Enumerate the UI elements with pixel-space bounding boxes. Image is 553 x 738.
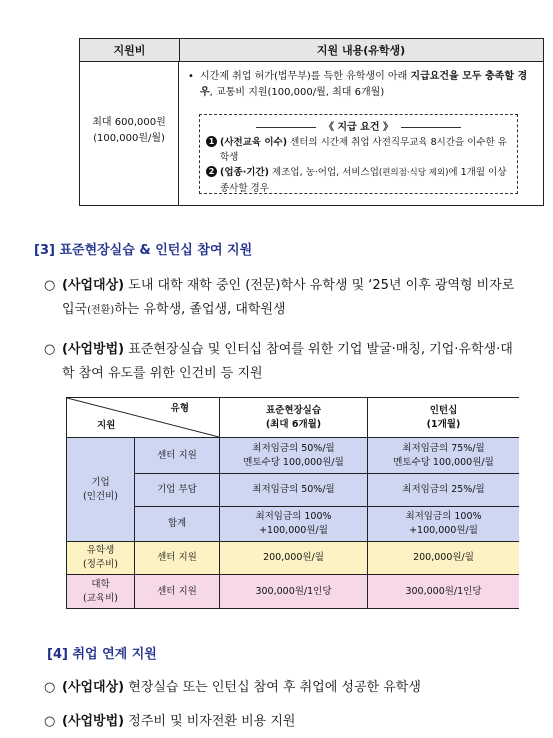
company-group-label <box>67 438 135 542</box>
university-field-practice: 300,000원/1인당 <box>220 575 368 608</box>
condition-2-number: 2 <box>206 166 217 177</box>
method-text: 정주비 및 비자전환 비용 지원 <box>124 714 296 729</box>
section-3-target <box>44 274 524 323</box>
bullet-text-1: 시간제 취업 허가(법무부)를 득한 유학생이 아래 <box>200 71 411 82</box>
diagonal-line <box>67 398 219 437</box>
practice-internship-table <box>66 397 519 609</box>
company-sub: (인건비) <box>83 490 118 502</box>
university-sub: (교육비) <box>83 592 118 604</box>
center-support-internship <box>368 438 519 474</box>
cell-line: 최저임금의 75%/월 <box>402 442 485 454</box>
bullet-bold: 지급요건을 모두 충족할 경우 <box>200 71 528 98</box>
internship-duration: (1개월) <box>426 418 461 430</box>
content-cell <box>180 62 543 205</box>
condition-2-text-2: 에 1개월 이상 종사할 경우 <box>220 167 507 194</box>
target-label: (사업대상) <box>62 278 125 293</box>
university-group-label <box>67 575 135 608</box>
university-center-support: 센터 지원 <box>135 575 220 608</box>
circle-bullet: ○ <box>44 278 56 293</box>
field-practice-label: 표준현장실습 <box>265 404 322 416</box>
internship-label: 인턴십 <box>429 404 458 416</box>
bullet-dot: • <box>188 71 194 82</box>
section-3-method <box>44 338 524 386</box>
company-label: 기업 <box>91 476 110 488</box>
header-field-practice <box>220 398 368 438</box>
total-field-practice <box>220 507 368 542</box>
total-internship <box>368 507 519 542</box>
student-label: 유학생 <box>86 545 115 556</box>
eligibility-bullet <box>188 69 538 101</box>
cell-line: 최저임금의 100% <box>255 511 332 522</box>
cell-line: +100,000원/월 <box>409 525 478 536</box>
condition-2-exclusion: (편의점·식당 제외) <box>378 168 449 178</box>
payment-conditions-box <box>199 114 518 194</box>
cell-line: 멘토수당 100,000원/월 <box>393 456 494 468</box>
condition-2 <box>206 165 511 196</box>
target-text: 도내 대학 재학 중인 (전문)학사 유학생 및 ‘25년 이후 광역형 비자로 입국 <box>62 278 515 317</box>
section-3-heading: [3] 표준현장실습 & 인턴십 참여 지원 <box>34 243 253 258</box>
method-text: 표준현장실습 및 인터십 참여를 위한 기업 발굴·매칭, 기업·유학생·대학 참여 유도를 위한 인건비 등 지원 <box>62 342 513 381</box>
condition-1-label: (사전교육 이수) <box>220 137 288 148</box>
university-internship: 300,000원/1인당 <box>368 575 519 608</box>
circle-bullet: ○ <box>44 342 56 357</box>
student-center-support: 센터 지원 <box>135 542 220 575</box>
cell-line: 멘토수당 100,000원/월 <box>243 456 344 468</box>
company-burden-internship: 최저임금의 25%/월 <box>368 474 519 507</box>
section-4-heading: [4] 취업 연계 지원 <box>47 647 157 662</box>
row-company-burden: 기업 부담 <box>135 474 220 507</box>
corner-support: 지원 <box>97 420 116 431</box>
amount-max: 최대 600,000원 <box>92 116 166 128</box>
method-label: (사업방법) <box>62 714 125 729</box>
center-support-field-practice <box>220 438 368 474</box>
corner-type: 유형 <box>170 403 189 414</box>
target-text-2: 하는 유학생, 졸업생, 대학원생 <box>114 302 286 317</box>
circle-bullet: ○ <box>44 714 56 729</box>
amount-monthly: (100,000원/월) <box>93 132 165 144</box>
row-center-support: 센터 지원 <box>135 438 220 474</box>
university-label: 대학 <box>91 578 110 590</box>
title-text: 《 지급 요건 》 <box>323 122 394 133</box>
header-internship <box>368 398 519 438</box>
target-label: (사업대상) <box>62 680 125 695</box>
amount-cell <box>80 62 179 205</box>
bullet-text-2: , 교통비 지원(100,000/월, 최대 6개월) <box>209 87 385 98</box>
student-field-practice: 200,000원/월 <box>220 542 368 575</box>
condition-2-label: (업종·기간) <box>220 167 270 178</box>
student-sub: (정주비) <box>83 559 118 570</box>
cell-line: +100,000원/월 <box>259 525 328 536</box>
cell-line: 최저임금의 50%/월 <box>252 442 335 454</box>
payment-conditions-title <box>200 118 517 133</box>
corner-header <box>67 398 220 438</box>
cell-line: 최저임금의 100% <box>405 511 482 522</box>
method-label: (사업방법) <box>62 342 125 357</box>
table-header-row <box>80 39 543 62</box>
student-internship: 200,000원/월 <box>368 542 519 575</box>
header-support-cost: 지원비 <box>80 39 180 61</box>
header-support-content: 지원 내용(유학생) <box>316 44 406 57</box>
company-burden-field-practice: 최저임금의 50%/월 <box>220 474 368 507</box>
circle-bullet: ○ <box>44 680 56 695</box>
title-line-right <box>401 127 461 128</box>
support-cost-table <box>79 38 544 206</box>
title-line-left <box>256 127 316 128</box>
section-4-target <box>44 676 524 700</box>
student-group-label <box>67 542 135 575</box>
condition-1-text: 센터의 시간제 취업 사전직무교육 8시간을 이수한 유학생 <box>220 137 507 163</box>
row-total: 합계 <box>135 507 220 542</box>
target-conversion: (전환) <box>87 305 115 316</box>
target-text: 현장실습 또는 인턴십 참여 후 취업에 성공한 유학생 <box>124 680 421 695</box>
condition-1-number: 1 <box>206 136 217 147</box>
condition-1 <box>206 135 511 165</box>
condition-2-text: 제조업, 농·어업, 서비스업 <box>269 167 379 178</box>
field-practice-duration: (최대 6개월) <box>265 418 322 430</box>
section-4-method <box>44 710 524 734</box>
